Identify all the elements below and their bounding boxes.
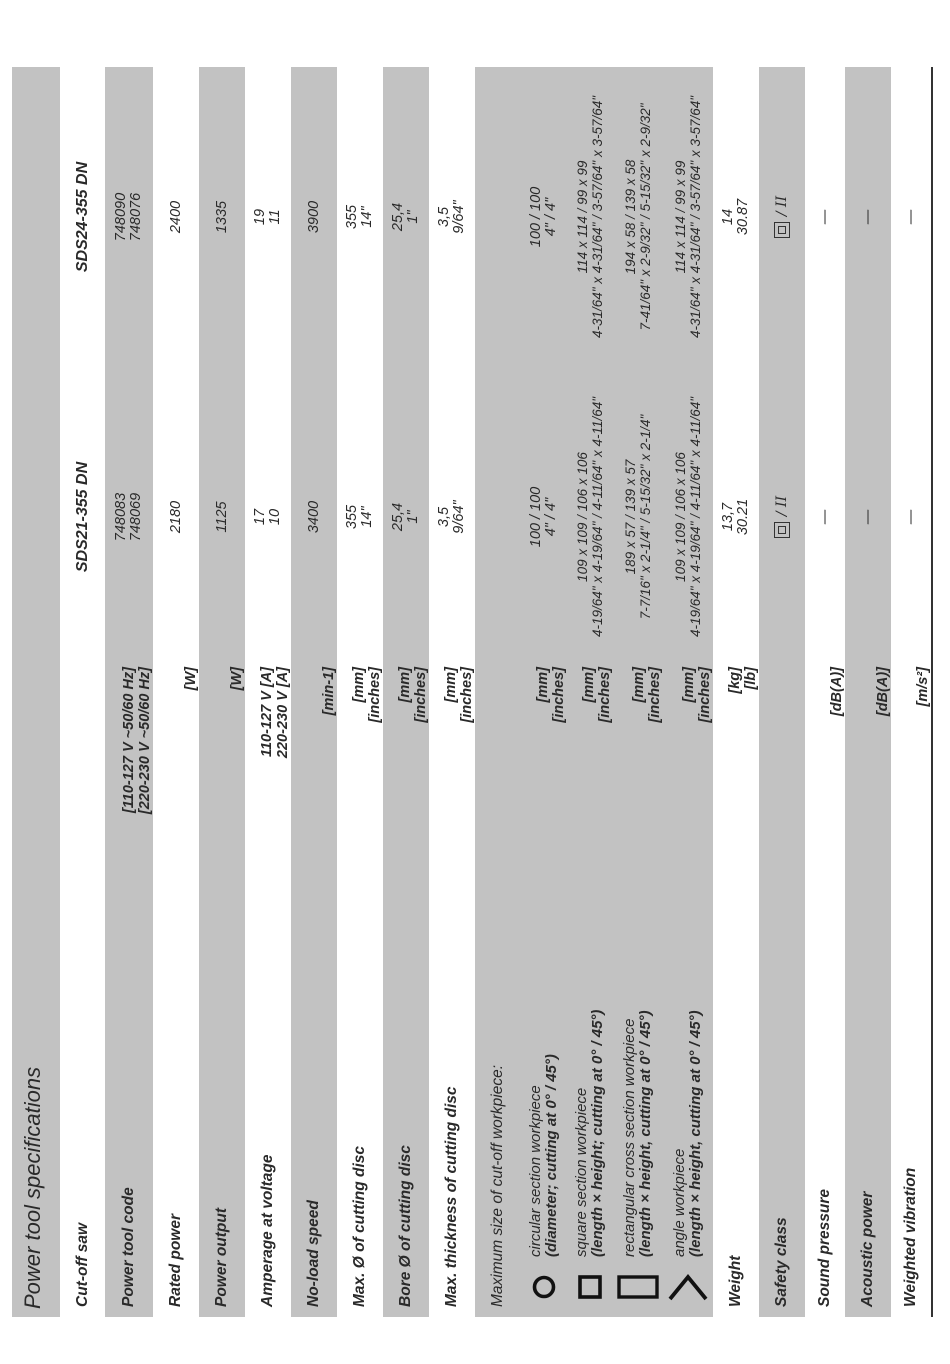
row-unit: [dB(A)] <box>875 667 891 717</box>
model1-value <box>567 367 613 667</box>
row-unit <box>613 667 663 817</box>
unit-line: 220-230 V [A] <box>275 667 291 759</box>
value-line: 25,4 <box>390 502 406 532</box>
model1-value <box>429 367 475 667</box>
label-line: rectangular cross section workpiece <box>621 1018 638 1257</box>
label-line: (diameter; cutting at 0° / 45°) <box>543 1054 560 1257</box>
model2-value <box>521 67 567 367</box>
model2-value: 2400 <box>167 200 184 234</box>
angle-icon <box>663 1267 713 1307</box>
row-rated-power <box>153 67 199 1317</box>
row-weighted-vibration <box>891 67 931 1317</box>
row-label: Max. thickness of cutting disc <box>443 1086 460 1307</box>
model1-value <box>613 367 663 667</box>
model2-value: — <box>816 209 833 225</box>
model1-value: 1125 <box>213 501 230 533</box>
value-line: 19 <box>252 208 268 226</box>
value-line: 109 x 109 / 106 x 106 <box>673 452 688 582</box>
row-weight <box>713 67 759 1317</box>
value-line: 1" <box>405 210 421 224</box>
row-unit: [W] <box>183 667 199 691</box>
value-line: 355 <box>344 204 360 230</box>
model2-value <box>759 67 805 367</box>
row-no-load-speed <box>291 67 337 1317</box>
value-line: 30.87 <box>735 198 751 236</box>
value-line: 14" <box>359 206 375 228</box>
rectangle-icon <box>613 1267 663 1307</box>
double-insulation-icon <box>774 522 790 538</box>
row-angle <box>663 67 713 1317</box>
row-label: Sound pressure <box>816 1189 833 1307</box>
double-insulation-icon <box>774 222 790 238</box>
row-unit <box>663 667 713 817</box>
unit-line: [110-127 V ~50/60 Hz] <box>121 667 137 814</box>
row-label: Weight <box>727 1255 744 1307</box>
row-unit <box>245 667 291 817</box>
row-unit <box>337 667 383 817</box>
model1-value: — <box>859 509 876 525</box>
unit-line: [kg] <box>727 667 743 694</box>
row-unit <box>383 667 429 817</box>
unit-line: [mm] <box>351 667 367 703</box>
row-unit <box>713 667 759 817</box>
row-disc-diameter <box>337 67 383 1317</box>
row-square <box>567 67 613 1317</box>
row-label: Power output <box>213 1207 230 1307</box>
value-line: 4-31/64" x 4-31/64" / 3-57/64" x 3-57/64" <box>688 95 703 339</box>
unit-line: 110-127 V [A] <box>259 667 275 757</box>
unit-line: [220-230 V ~50/60 Hz] <box>137 667 153 815</box>
value-line: 4" / 4" <box>543 197 559 237</box>
value-line: 4-31/64" x 4-31/64" / 3-57/64" x 3-57/64" <box>590 95 605 339</box>
header-label: Cut-off saw <box>73 1222 91 1307</box>
value-line: 10 <box>267 508 283 526</box>
unit-line: [mm] <box>397 667 413 703</box>
model2-value <box>567 67 613 367</box>
value-line: 9/64" <box>451 200 467 234</box>
value-line: 17 <box>252 508 268 526</box>
unit-line: [mm] <box>535 667 551 703</box>
value-line: 4-19/64" x 4-19/64" / 4-11/64" x 4-11/64" <box>688 396 703 638</box>
value-line: 3,5 <box>436 206 452 228</box>
value-line: 114 x 114 / 99 x 99 <box>673 160 688 274</box>
model2-value <box>429 67 475 367</box>
model2-value: 3900 <box>305 200 322 234</box>
model1-value <box>383 367 429 667</box>
model2-value: — <box>902 209 919 225</box>
unit-line: [mm] <box>581 667 597 703</box>
model1-header: SDS21-355 DN <box>74 461 91 573</box>
square-icon <box>567 1267 613 1307</box>
model1-value <box>663 367 713 667</box>
value-line: 3,5 <box>436 506 452 528</box>
row-tool-code <box>105 67 153 1317</box>
row-unit <box>567 667 613 817</box>
model2-value <box>105 67 153 367</box>
model1-value <box>337 367 383 667</box>
unit-line: [inches] <box>413 667 429 723</box>
unit-line: [lb] <box>743 667 759 690</box>
value-line: 114 x 114 / 99 x 99 <box>575 160 590 274</box>
safety-class-mark <box>774 496 790 538</box>
row-label: Safety class <box>773 1217 790 1307</box>
row-unit <box>521 667 567 817</box>
unit-line: [inches] <box>551 667 567 723</box>
row-label: No-load speed <box>305 1200 322 1307</box>
value-line: 25,4 <box>390 202 406 232</box>
value-line: 7-41/64" x 2-9/32" / 5-15/32" x 2-9/32" <box>638 103 653 331</box>
row-bore <box>383 67 429 1317</box>
value-line: 100 / 100 <box>528 186 544 248</box>
row-acoustic-power <box>845 67 891 1317</box>
value-line: 748069 <box>128 492 144 542</box>
unit-line: [inches] <box>697 667 713 723</box>
spec-table <box>12 67 937 1317</box>
model2-value <box>663 67 713 367</box>
value-line: 30.21 <box>735 498 751 536</box>
label-line: circular section workpiece <box>527 1085 544 1257</box>
model2-value <box>245 67 291 367</box>
row-unit: [W] <box>229 667 245 691</box>
model2-value <box>383 67 429 367</box>
label-line: (length × height; cutting at 0° / 45°) <box>589 1009 606 1257</box>
row-unit <box>105 667 153 817</box>
row-label: Maximum size of cut-off workpiece: <box>489 1064 506 1307</box>
model2-header: SDS24-355 DN <box>74 161 91 273</box>
model1-value: 2180 <box>167 500 184 534</box>
value-line: 1" <box>405 510 421 524</box>
title-bar <box>12 67 60 1317</box>
value-line: 9/64" <box>451 500 467 534</box>
row-label: Max. Ø of cutting disc <box>351 1145 368 1307</box>
value-line: 748076 <box>128 192 144 242</box>
unit-line: [mm] <box>631 667 647 703</box>
row-circular <box>521 67 567 1317</box>
row-amperage <box>245 67 291 1317</box>
unit-line: [inches] <box>597 667 613 723</box>
row-rectangular <box>613 67 663 1317</box>
unit-line: [inches] <box>459 667 475 723</box>
safety-class-mark <box>774 196 790 238</box>
row-label: Weighted vibration <box>902 1167 919 1307</box>
model1-value: — <box>816 509 833 525</box>
row-label: Rated power <box>167 1213 184 1307</box>
value-line: 355 <box>344 504 360 530</box>
label-line: angle workpiece <box>671 1148 688 1257</box>
value-line: 189 x 57 / 139 x 57 <box>623 459 638 575</box>
safety-class-text: / II <box>773 195 790 217</box>
value-line: 11 <box>267 209 283 225</box>
label-line: (length × height, cutting at 0° / 45°) <box>687 1010 704 1257</box>
value-line: 4" / 4" <box>543 497 559 537</box>
header-row <box>60 67 105 1317</box>
model1-value <box>245 367 291 667</box>
row-unit: [m/s²] <box>915 667 931 707</box>
value-line: 4-19/64" x 4-19/64" / 4-11/64" x 4-11/64" <box>590 396 605 638</box>
row-label: Amperage at voltage <box>259 1154 276 1307</box>
value-line: 748090 <box>113 192 129 242</box>
model1-value <box>105 367 153 667</box>
model1-value: 3400 <box>305 500 322 534</box>
label-line: square section workpiece <box>573 1087 590 1257</box>
row-label: Bore Ø of cutting disc <box>397 1145 414 1307</box>
row-unit: [min-1] <box>321 667 337 716</box>
model1-value <box>521 367 567 667</box>
model1-value: — <box>902 509 919 525</box>
model2-value <box>613 67 663 367</box>
value-line: 109 x 109 / 106 x 106 <box>575 452 590 582</box>
unit-line: [mm] <box>443 667 459 703</box>
row-disc-thickness <box>429 67 475 1317</box>
model2-value: 1335 <box>213 200 230 234</box>
value-line: 7-7/16" x 2-1/4" / 5-15/32" x 2-1/4" <box>638 414 653 620</box>
value-line: 748083 <box>113 492 129 542</box>
row-label: Power tool code <box>120 1187 137 1307</box>
unit-line: [inches] <box>647 667 663 723</box>
model2-value <box>713 67 759 367</box>
circle-icon <box>521 1267 567 1307</box>
safety-class-text: / II <box>773 495 790 517</box>
row-max-size-header <box>475 67 521 1317</box>
value-line: 13,7 <box>720 502 736 532</box>
row-sound-pressure <box>805 67 845 1317</box>
model2-value: — <box>859 209 876 225</box>
value-line: 14 <box>720 208 736 226</box>
row-unit <box>429 667 475 817</box>
value-line: 100 / 100 <box>528 486 544 548</box>
page-title: Power tool specifications <box>20 1066 45 1309</box>
row-unit: [dB(A)] <box>829 667 845 717</box>
row-label: Acoustic power <box>859 1191 876 1307</box>
bottom-rule <box>931 67 933 1317</box>
unit-line: [inches] <box>367 667 383 723</box>
row-safety-class <box>759 67 805 1317</box>
model1-value <box>713 367 759 667</box>
value-line: 14" <box>359 506 375 528</box>
model2-value <box>337 67 383 367</box>
value-line: 194 x 58 / 139 x 58 <box>623 159 638 275</box>
label-line: (length × height, cutting at 0° / 45°) <box>637 1010 654 1257</box>
row-power-output <box>199 67 245 1317</box>
model1-value <box>759 367 805 667</box>
unit-line: [mm] <box>681 667 697 703</box>
